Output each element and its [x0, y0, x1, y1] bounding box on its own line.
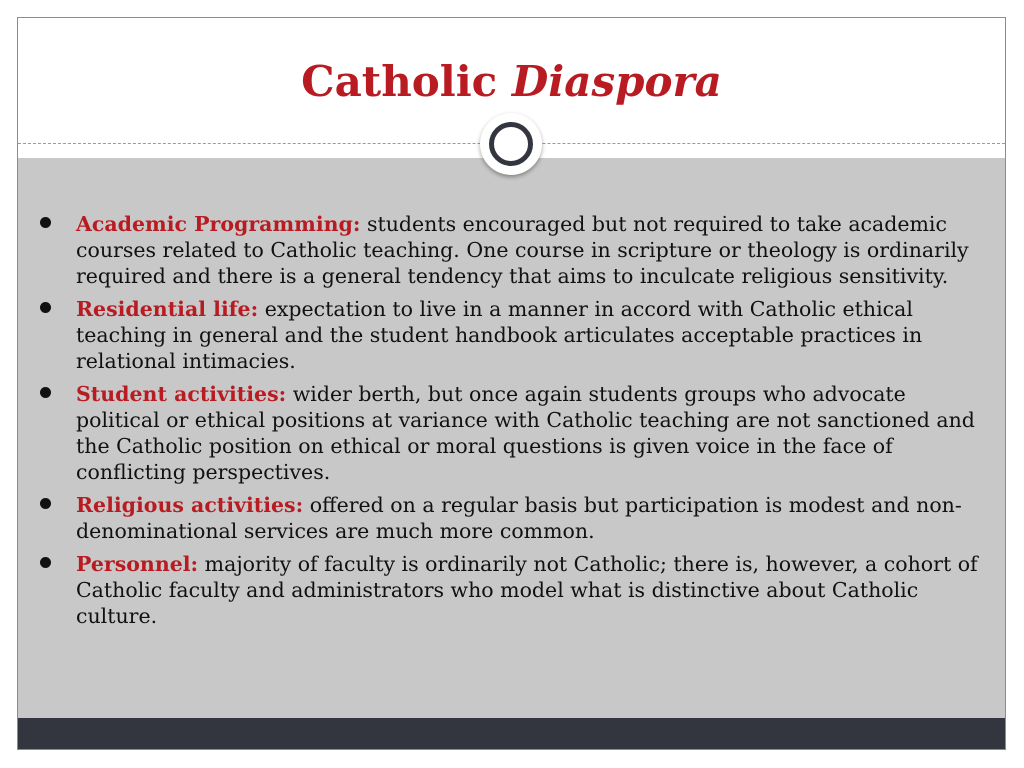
list-item — [38, 492, 988, 544]
bullet-dot-icon — [40, 302, 51, 313]
ring-icon — [480, 113, 542, 175]
bullet-label: Residential life: — [76, 297, 259, 321]
bullet-text: offered on a regular basis but participation is modest and non-denominational services are much more common. — [76, 493, 962, 543]
bullet-dot-icon — [40, 217, 51, 228]
bullet-dot-icon — [40, 498, 51, 509]
title-italic: Diaspora — [511, 57, 722, 106]
slide-title — [18, 54, 1005, 110]
bullet-text: wider berth, but once again students groups who advocate political or ethical positions at variance with Catholic teaching are not sanctioned and the Catholic position on ethical or moral questions is given voice in the face of conflicting perspectives. — [76, 382, 975, 484]
list-item — [38, 296, 988, 374]
list-item — [38, 551, 988, 629]
slide — [17, 17, 1006, 750]
bullet-text: expectation to live in a manner in accord with Catholic ethical teaching in general and the student handbook articulates acceptable practices in relational intimacies. — [76, 297, 923, 373]
list-item — [38, 381, 988, 485]
bullet-text: majority of faculty is ordinarily not Catholic; there is, however, a cohort of Catholic faculty and administrators who model what is distinctive about Catholic culture. — [76, 552, 978, 628]
bullet-label: Student activities: — [76, 382, 287, 406]
list-item — [38, 211, 988, 289]
bullet-text: students encouraged but not required to take academic courses related to Catholic teaching. One course in scripture or theology is ordinarily required and there is a general tendency that aims to inculcate religious sensitivity. — [76, 212, 969, 288]
ring-inner — [489, 122, 533, 166]
bullet-label: Personnel: — [76, 552, 199, 576]
bullet-list — [38, 211, 988, 636]
bullet-dot-icon — [40, 387, 51, 398]
title-plain: Catholic — [301, 57, 512, 106]
footer-bar — [18, 718, 1005, 750]
bullet-label: Academic Programming: — [76, 212, 361, 236]
bullet-dot-icon — [40, 557, 51, 568]
bullet-label: Religious activities: — [76, 493, 304, 517]
